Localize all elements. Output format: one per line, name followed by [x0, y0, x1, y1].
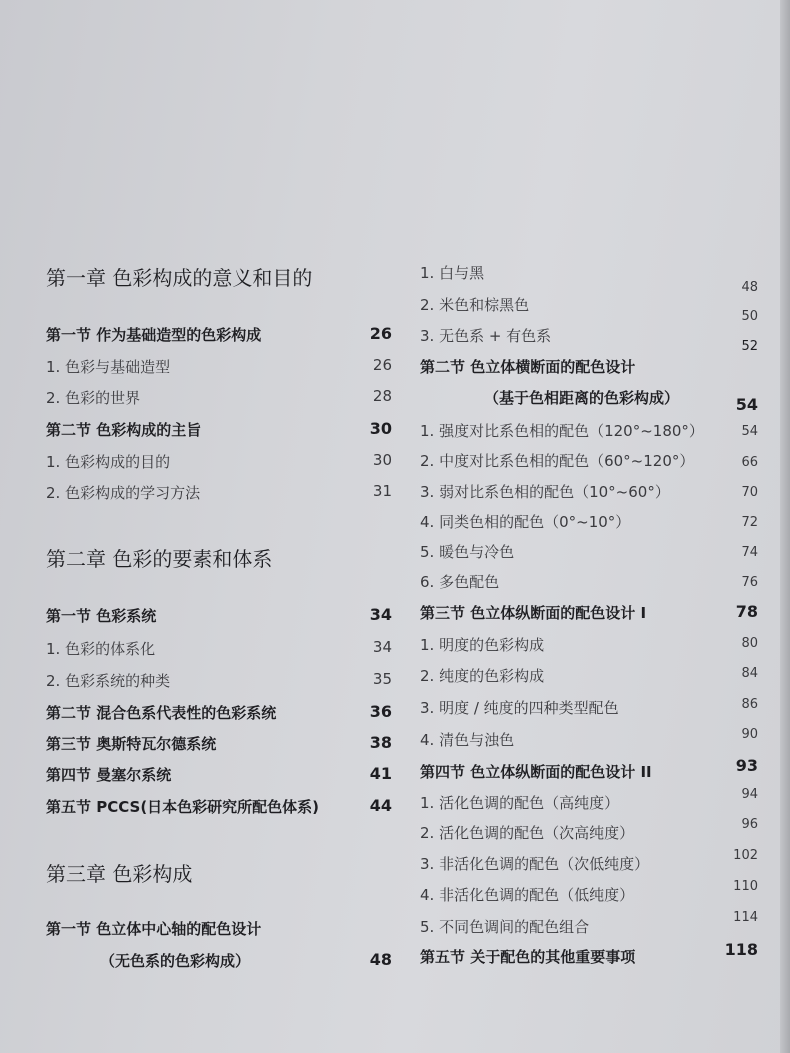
entry-title: 第一节 色彩系统	[46, 607, 157, 625]
entry-title: 第四节 色立体纵断面的配色设计 II	[420, 763, 652, 781]
entry-title: 3. 弱对比系色相的配色（10°~60°）	[420, 483, 670, 501]
page-number: 48	[741, 280, 758, 295]
entry-title: 4. 非活化色调的配色（低纯度）	[420, 886, 635, 904]
book-spine-shadow	[780, 0, 790, 1053]
page-number: 44	[369, 796, 392, 815]
item-entry	[420, 879, 758, 908]
item-entry	[420, 511, 758, 535]
page-number: 38	[369, 733, 392, 752]
item-entry	[420, 309, 758, 349]
entry-title: 第二节 混合色系代表性的色彩系统	[46, 704, 277, 722]
page-number: 30	[372, 451, 392, 469]
entry-title: 2. 中度对比系色相的配色（60°~120°）	[420, 452, 695, 470]
entry-title: 第三节 色立体纵断面的配色设计 I	[420, 604, 647, 622]
page-number: 52	[741, 339, 758, 354]
item-entry	[46, 638, 392, 662]
entry-title: 1. 白与黑	[420, 264, 485, 282]
page-number: 72	[741, 515, 758, 530]
chapter-heading	[46, 858, 392, 886]
entry-title: 第三章 色彩构成	[46, 862, 193, 886]
page-number: 78	[735, 602, 758, 621]
entry-title: 2. 色彩构成的学习方法	[46, 484, 201, 502]
page-number: 118	[724, 940, 758, 959]
entry-title: 4. 同类色相的配色（0°~10°）	[420, 513, 631, 531]
section-entry	[46, 764, 392, 788]
entry-title: 5. 暖色与冷色	[420, 543, 515, 561]
page-number: 74	[741, 545, 758, 560]
page-number: 102	[733, 848, 758, 863]
page-number: 66	[741, 455, 758, 470]
page-number: 34	[372, 638, 392, 656]
section-entry	[46, 733, 392, 757]
section-entry	[46, 419, 392, 443]
page-number: 28	[372, 387, 392, 405]
entry-title: 第三节 奥斯特瓦尔德系统	[46, 735, 217, 753]
page-number: 31	[372, 482, 392, 500]
entry-title: 1. 强度对比系色相的配色（120°~180°）	[420, 422, 704, 440]
section-entry	[46, 796, 392, 820]
entry-title: 4. 清色与浊色	[420, 731, 515, 749]
page-number: 30	[369, 419, 392, 438]
chapter-heading	[46, 262, 392, 290]
section-entry	[420, 940, 758, 970]
item-entry	[420, 787, 758, 816]
page-number: 94	[741, 787, 758, 802]
item-entry	[420, 697, 758, 721]
page-number: 96	[741, 817, 758, 832]
page-number: 70	[741, 485, 758, 500]
item-entry	[420, 848, 758, 877]
item-entry	[46, 387, 392, 411]
entry-title: 5. 不同色调间的配色组合	[420, 918, 590, 936]
entry-title: 第二节 色立体横断面的配色设计	[420, 358, 636, 376]
entry-title: 2. 纯度的色彩构成	[420, 667, 545, 685]
item-entry	[46, 482, 392, 506]
entry-title: 第二章 色彩的要素和体系	[46, 547, 273, 571]
page-number: 34	[369, 605, 392, 624]
page-number: 36	[369, 702, 392, 721]
entry-title: 第五节 关于配色的其他重要事项	[420, 948, 636, 966]
page-number: 86	[741, 697, 758, 712]
entry-title: 2. 活化色调的配色（次高纯度）	[420, 824, 635, 842]
section-entry	[46, 605, 392, 629]
page-number: 110	[733, 879, 758, 894]
section-entry	[46, 950, 392, 974]
entry-title: （无色系的色彩构成）	[100, 952, 251, 970]
section-entry	[46, 324, 392, 348]
section-entry	[46, 702, 392, 726]
item-entry	[420, 665, 758, 689]
page-number: 54	[741, 424, 758, 439]
entry-title: 第一节 色立体中心轴的配色设计	[46, 920, 262, 938]
item-entry	[420, 280, 758, 318]
entry-title: 6. 多色配色	[420, 573, 500, 591]
page-number: 26	[372, 356, 392, 374]
page-number: 54	[735, 395, 758, 414]
item-entry	[420, 262, 758, 286]
section-entry	[46, 918, 392, 942]
item-entry	[46, 670, 392, 694]
entry-title: （基于色相距离的色彩构成）	[484, 389, 680, 407]
entry-title: 2. 色彩系统的种类	[46, 672, 171, 690]
page-number: 114	[733, 910, 758, 925]
page-number: 48	[369, 950, 392, 969]
entry-title: 2. 米色和棕黑色	[420, 296, 530, 314]
item-entry	[420, 450, 758, 474]
entry-title: 3. 无色系 + 有色系	[420, 327, 552, 345]
entry-title: 第二节 色彩构成的主旨	[46, 421, 202, 439]
entry-title: 2. 色彩的世界	[46, 389, 141, 407]
entry-title: 第一章 色彩构成的意义和目的	[46, 266, 313, 290]
item-entry	[420, 729, 758, 753]
entry-title: 第四节 曼塞尔系统	[46, 766, 172, 784]
page-number: 41	[369, 764, 392, 783]
page-number: 35	[372, 670, 392, 688]
section-entry	[420, 756, 758, 785]
item-entry	[420, 634, 758, 658]
item-entry	[46, 451, 392, 475]
entry-title: 第五节 PCCS(日本色彩研究所配色体系)	[46, 798, 320, 816]
entry-title: 1. 活化色调的配色（高纯度）	[420, 794, 620, 812]
section-entry	[420, 339, 758, 380]
item-entry	[420, 817, 758, 846]
section-entry	[420, 387, 758, 414]
page-number: 26	[369, 324, 392, 343]
page-number: 50	[741, 309, 758, 324]
entry-title: 1. 明度的色彩构成	[420, 636, 545, 654]
entry-title: 1. 色彩与基础造型	[46, 358, 171, 376]
entry-title: 1. 色彩的体系化	[46, 640, 156, 658]
page-number: 90	[741, 727, 758, 742]
entry-title: 第一节 作为基础造型的色彩构成	[46, 326, 262, 344]
item-entry	[420, 910, 758, 940]
item-entry	[46, 356, 392, 380]
page-number: 93	[735, 756, 758, 775]
entry-title: 3. 非活化色调的配色（次低纯度）	[420, 855, 650, 873]
item-entry	[420, 481, 758, 505]
section-entry	[420, 602, 758, 626]
page-number: 80	[741, 636, 758, 651]
chapter-heading	[46, 543, 392, 571]
entry-title: 1. 色彩构成的目的	[46, 453, 171, 471]
page-number: 84	[741, 666, 758, 681]
item-entry	[420, 420, 758, 444]
item-entry	[420, 541, 758, 565]
entry-title: 3. 明度 / 纯度的四种类型配色	[420, 699, 619, 717]
page-number: 76	[741, 575, 758, 590]
item-entry	[420, 571, 758, 595]
